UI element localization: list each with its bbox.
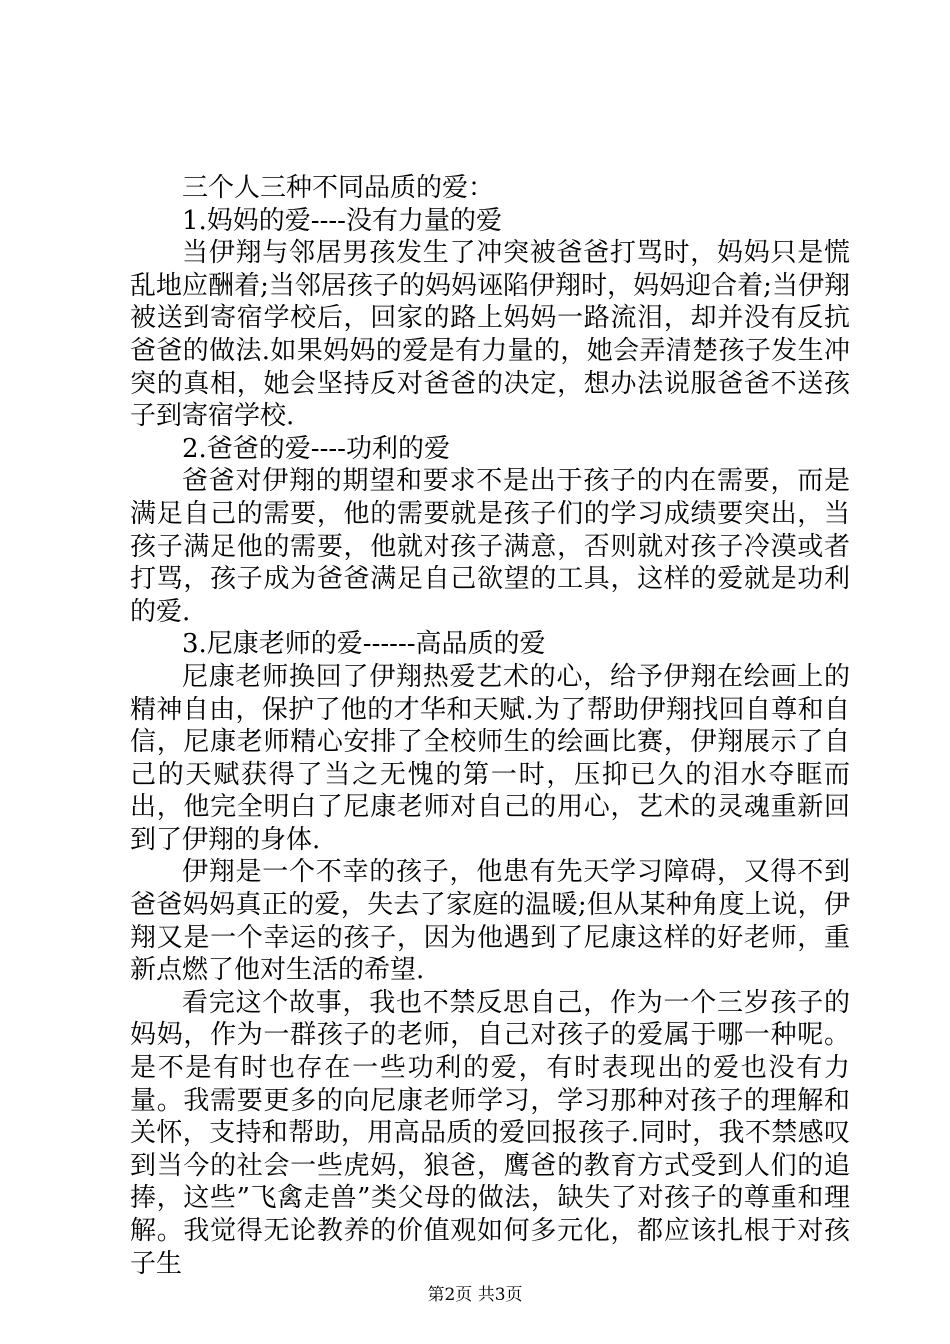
page-number-footer: 第2页 共3页 [427, 1285, 523, 1305]
document-body [130, 172, 850, 1280]
paragraph: 尼康老师换回了伊翔热爱艺术的心，给予伊翔在绘画上的精神自由，保护了他的才华和天赋.为了帮助伊翔找回自尊和自信，尼康老师精心安排了全校师生的绘画比赛，伊翔展示了自己的天赋获得了当之无愧的第一时，压抑已久的泪水夺眶而出，他完全明白了尼康老师对自己的用心，艺术的灵魂重新回到了伊翔的身体. [130, 661, 850, 855]
paragraph-subheading: 2.爸爸的爱----功利的爱 [182, 433, 450, 464]
paragraph: 爸爸对伊翔的期望和要求不是出于孩子的内在需要，而是满足自己的需要，他的需要就是孩子们的学习成绩要突出，当孩子满足他的需要，他就对孩子满意，否则就对孩子冷漠或者打骂，孩子成为爸爸满足自己欲望的工具，这样的爱就是功利的爱. [130, 466, 850, 627]
paragraph-heading: 三个人三种不同品质的爱： [182, 173, 495, 203]
paragraph-subheading: 3.尼康老师的爱------高品质的爱 [182, 629, 546, 660]
paragraph: 伊翔是一个不幸的孩子，他患有先天学习障碍，又得不到爸爸妈妈真正的爱，失去了家庭的温暖;但从某种角度上说，伊翔又是一个幸运的孩子，因为他遇到了尼康这样的好老师，重新点燃了他对生活的希望. [130, 857, 850, 986]
paragraph-subheading: 1.妈妈的爱----没有力量的爱 [182, 205, 502, 236]
paragraph: 看完这个故事，我也不禁反思自己，作为一个三岁孩子的妈妈，作为一群孩子的老师，自己对孩子的爱属于哪一种呢。是不是有时也存在一些功利的爱，有时表现出的爱也没有力量。我需要更多的向尼康老师学习，学习那种对孩子的理解和关怀，支持和帮助，用高品质的爱回报孩子.同时，我不禁感叹到当今的社会一些虎妈，狼爸，鹰爸的教育方式受到人们的追捧，这些”飞禽走兽”类父母的做法，缺失了对孩子的尊重和理解。我觉得无论教养的价值观如何多元化，都应该扎根于对孩子生 [130, 987, 850, 1279]
paragraph: 当伊翔与邻居男孩发生了冲突被爸爸打骂时，妈妈只是慌乱地应酬着;当邻居孩子的妈妈诬陷伊翔时，妈妈迎合着;当伊翔被送到寄宿学校后，回家的路上妈妈一路流泪，却并没有反抗爸爸的做法.如果妈妈的爱是有力量的，她会弄清楚孩子发生冲突的真相，她会坚持反对爸爸的决定，想办法说服爸爸不送孩子到寄宿学校. [130, 238, 850, 432]
